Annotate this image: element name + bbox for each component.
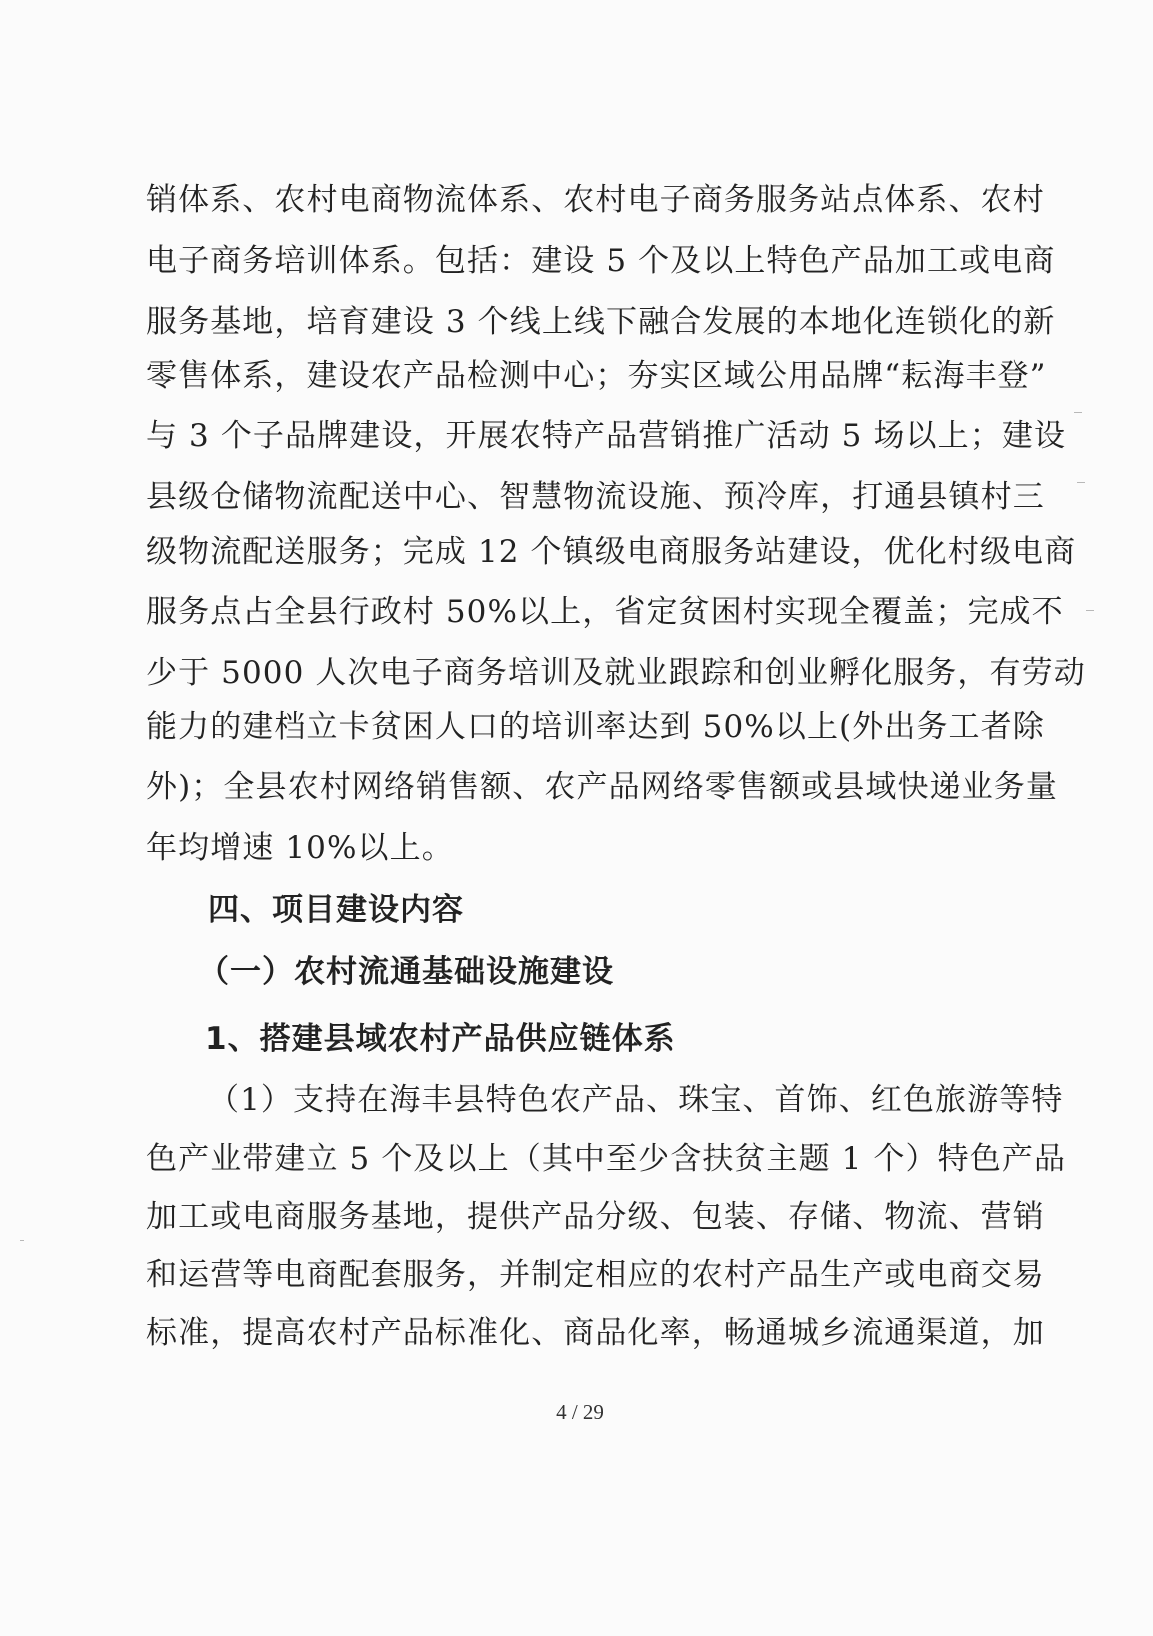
body-line-2: 色产业带建立 5 个及以上（其中至少含扶贫主题 1 个）特色产品 bbox=[146, 1141, 1067, 1177]
intro-line-7: 级物流配送服务；完成 12 个镇级电商服务站建设，优化村级电商 bbox=[146, 534, 1077, 570]
scan-speck bbox=[20, 1240, 24, 1241]
intro-line-3: 服务基地，培育建设 3 个线上线下融合发展的本地化连锁化的新 bbox=[146, 304, 1056, 340]
intro-line-6: 县级仓储物流配送中心、智慧物流设施、预冷库，打通县镇村三 bbox=[146, 479, 1045, 515]
scan-speck bbox=[1077, 482, 1085, 483]
intro-line-11: 外)；全县农村网络销售额、农产品网络零售额或县域快递业务量 bbox=[146, 769, 1058, 805]
page-number: 4 / 29 bbox=[556, 1400, 604, 1424]
subsection-heading: （一）农村流通基础设施建设 bbox=[198, 954, 614, 990]
body-line-1: （1）支持在海丰县特色农产品、珠宝、首饰、红色旅游等特 bbox=[208, 1082, 1064, 1118]
intro-line-4: 零售体系，建设农产品检测中心；夯实区域公用品牌“耘海丰登” bbox=[146, 358, 1047, 394]
intro-line-10: 能力的建档立卡贫困人口的培训率达到 50%以上(外出务工者除 bbox=[146, 709, 1045, 745]
body-line-3: 加工或电商服务基地，提供产品分级、包装、存储、物流、营销 bbox=[146, 1199, 1045, 1235]
intro-line-8: 服务点占全县行政村 50%以上，省定贫困村实现全覆盖；完成不 bbox=[146, 594, 1064, 630]
body-line-5: 标准，提高农村产品标准化、商品化率，畅通城乡流通渠道，加 bbox=[146, 1315, 1045, 1351]
intro-line-1: 销体系、农村电商物流体系、农村电子商务服务站点体系、农村 bbox=[146, 182, 1045, 218]
intro-line-5: 与 3 个子品牌建设，开展农特产品营销推广活动 5 场以上；建设 bbox=[146, 418, 1067, 454]
intro-line-9: 少于 5000 人次电子商务培训及就业跟踪和创业孵化服务，有劳动 bbox=[146, 655, 1086, 691]
intro-line-12: 年均增速 10%以上。 bbox=[146, 830, 454, 866]
item-heading: 1、搭建县域农村产品供应链体系 bbox=[205, 1021, 676, 1057]
body-line-4: 和运营等电商配套服务，并制定相应的农村产品生产或电商交易 bbox=[146, 1257, 1045, 1293]
intro-line-2: 电子商务培训体系。包括：建设 5 个及以上特色产品加工或电商 bbox=[146, 243, 1056, 279]
scan-speck bbox=[1086, 610, 1094, 611]
scan-speck bbox=[1074, 412, 1082, 413]
section-heading: 四、项目建设内容 bbox=[208, 892, 464, 928]
